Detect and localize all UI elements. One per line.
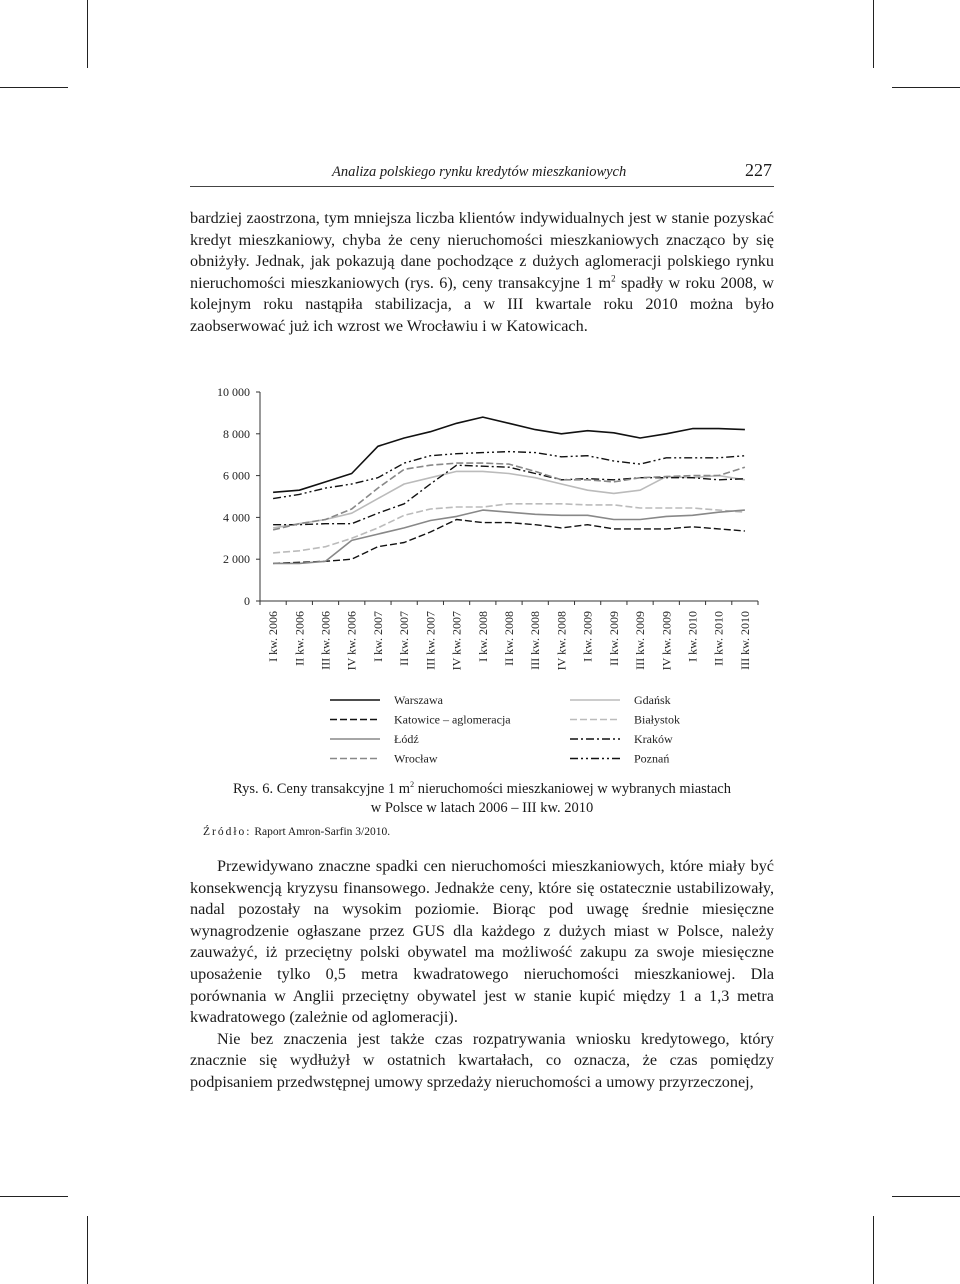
x-tick-label: III kw. 2007 — [423, 611, 438, 670]
chart-legend — [330, 693, 680, 766]
x-tick-label: I kw. 2006 — [266, 611, 281, 662]
x-tick-label: III kw. 2008 — [528, 611, 543, 670]
x-tick-label: I kw. 2008 — [475, 611, 490, 662]
crop-mark — [873, 1216, 874, 1284]
x-tick-labels — [266, 611, 752, 670]
caption-line-2: w Polsce w latach 2006 – III kw. 2010 — [370, 800, 594, 816]
crop-mark — [0, 87, 68, 88]
x-tick-label: II kw. 2008 — [502, 611, 516, 666]
x-tick-label: II kw. 2009 — [606, 611, 621, 666]
series-line — [273, 452, 745, 499]
source-text: Raport Amron-Sarfin 3/2010. — [251, 826, 391, 838]
x-tick-label: IV kw. 2009 — [659, 611, 674, 671]
crop-mark — [873, 0, 874, 68]
source-label: Źródło: — [203, 826, 252, 838]
legend-label: Poznań — [634, 751, 670, 766]
x-tick-label: II kw. 2006 — [292, 611, 307, 666]
running-title: Analiza polskiego rynku kredytów mieszkaniowych — [332, 164, 627, 180]
paragraph-text: bardziej zaostrzona, tym mniejsza liczba klientów indywidualnych jest w stanie pozyskać kredyt mieszkaniowy, chyba że ceny nieruchomości mieszkaniowych znacząco by się obniżyły. Jednak, jak pokazują dane pochodzące z dużych aglomeracji polskiego rynku nieruchomości mieszkaniowych (rys. 6), ceny transakcyjne 1 m — [190, 209, 774, 292]
crop-mark — [0, 1196, 68, 1197]
crop-mark — [892, 1196, 960, 1197]
crop-mark — [892, 87, 960, 88]
y-tick-label: 8 000 — [223, 426, 250, 441]
x-tick-label: II kw. 2010 — [711, 611, 726, 666]
x-tick-label: I kw. 2007 — [370, 611, 385, 662]
caption-text: nieruchomości mieszkaniowej w wybranych miastach — [414, 781, 731, 797]
legend-label: Wrocław — [394, 751, 438, 766]
paragraph-text: spadły w roku 2008, w kolejnym roku nastąpiła stabilizacja, a w III kwartale roku 2010 można było zaobserwować już ich wzrost we Wrocławiu i w Katowicach. — [190, 273, 774, 335]
line-chart — [190, 380, 780, 772]
legend-label: Katowice – aglomeracja — [394, 712, 511, 727]
x-tick-label: IV kw. 2006 — [344, 611, 359, 671]
legend-label: Warszawa — [394, 693, 444, 707]
paragraph-text: Nie bez znaczenia jest także czas rozpatrywania wniosku kredytowego, który znacznie się wydłużył w ostatnich kwartałach, co oznacza, że czas pomiędzy podpisaniem przedwstępnej umowy sprzedaży nieruchomości a umowy przyrzeczonej, — [190, 1029, 774, 1091]
caption-text: Rys. 6. Ceny transakcyjne 1 m — [233, 781, 411, 797]
superscript: 2 — [611, 273, 616, 284]
x-tick-label: III kw. 2006 — [318, 611, 333, 670]
x-tick-label: IV kw. 2008 — [554, 611, 569, 671]
x-tick-label: III kw. 2010 — [737, 611, 752, 670]
crop-mark — [87, 0, 88, 68]
x-tick-label: I kw. 2010 — [685, 611, 700, 662]
legend-label: Białystok — [634, 712, 681, 727]
x-tick-label: II kw. 2007 — [397, 611, 412, 666]
paragraph-body — [190, 856, 774, 1094]
figure-caption — [190, 780, 774, 818]
y-tick-label: 0 — [244, 594, 250, 608]
paragraph-text: Przewidywano znaczne spadki cen nieruchomości mieszkaniowych, które miały być konsekwencją kryzysu finansowego. Jednakże ceny, które się ostatecznie ustabilizowały, nadal pozostały na wysokim poziomie. Biorąc pod uwagę średnie miesięczne wynagrodzenie ogłaszane przez GUS dla każdego z dużych miast w Polsce, należy zauważyć, iż przeciętny polski obywatel ma możliwość zakupu za swoje miesięczne uposażenie tylko 0,5 metra kwadratowego nieruchomości mieszkaniowej. Dla porównania w Anglii przeciętny obywatel jest w stanie kupić między 1 a 1,3 metra kwadratowego (zależnie od aglomeracji). — [190, 857, 774, 1027]
figure-source — [203, 826, 390, 838]
x-tick-label: IV kw. 2007 — [449, 611, 464, 671]
paragraph-intro — [190, 208, 774, 338]
chart-series — [273, 417, 745, 563]
series-line — [273, 471, 745, 528]
y-tick-label: 10 000 — [217, 385, 250, 399]
y-tick-label: 2 000 — [223, 552, 250, 567]
superscript: 2 — [410, 780, 415, 790]
y-tick-label: 4 000 — [223, 510, 250, 525]
x-tick-label: III kw. 2009 — [633, 611, 648, 670]
crop-mark — [87, 1216, 88, 1284]
x-tick-label: I kw. 2009 — [580, 611, 595, 662]
legend-label: Łódź — [394, 732, 419, 746]
legend-label: Kraków — [634, 732, 673, 746]
running-head — [190, 160, 774, 187]
legend-label: Gdańsk — [634, 693, 671, 707]
series-line — [273, 417, 745, 492]
page-number: 227 — [745, 160, 772, 180]
series-line — [273, 510, 745, 563]
y-tick-label: 6 000 — [223, 468, 250, 483]
